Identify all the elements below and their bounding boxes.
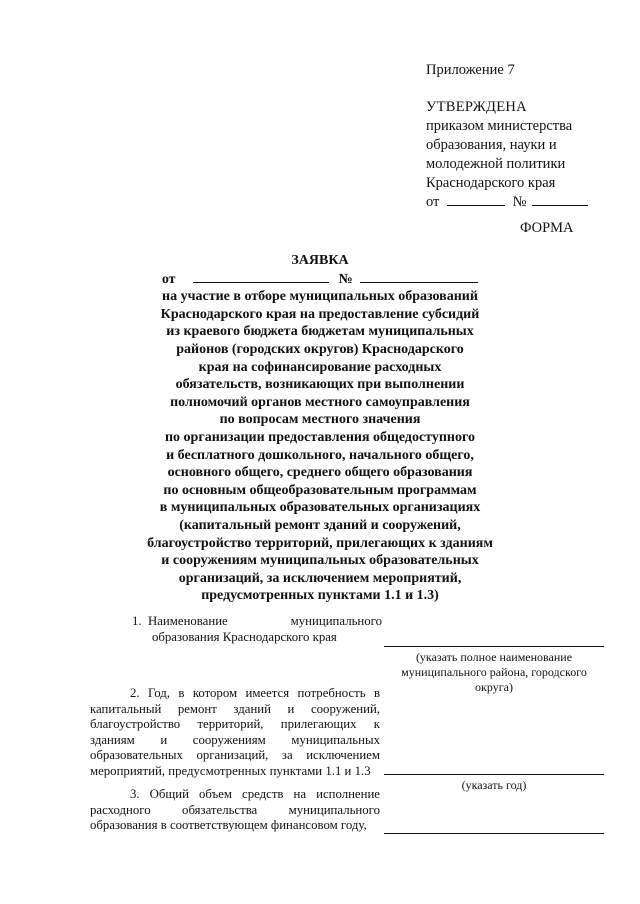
field-1-word1: Наименование: [148, 614, 228, 628]
title-number-blank: [360, 270, 478, 283]
field-3-input-line[interactable]: [384, 833, 604, 834]
field-2-hint: (указать год): [461, 778, 527, 792]
form-label: ФОРМА: [520, 220, 574, 236]
approved-title: УТВЕРЖДЕНА: [426, 99, 527, 115]
approved-line-2: образования, науки и: [426, 137, 557, 153]
approval-block: [426, 98, 588, 212]
title-line: Краснодарского края на предоставление субсидий: [160, 306, 480, 322]
field-1-number: 1.: [132, 614, 142, 628]
title-line: в муниципальных образовательных организациях: [159, 500, 481, 516]
title-from-label: от: [161, 271, 176, 287]
title-line: на участие в отборе муниципальных образований: [162, 289, 478, 305]
field-2-label: [90, 686, 380, 780]
field-1-label: [132, 614, 382, 645]
title-line: районов (городских округов) Краснодарского: [176, 341, 464, 357]
application-title: [120, 252, 520, 605]
title-date-blank: [193, 270, 329, 283]
title-line: по основным общеобразовательным программам: [163, 482, 477, 498]
title-heading: ЗАЯВКА: [291, 253, 349, 268]
title-line: основного общего, среднего общего образования: [167, 465, 473, 481]
appendix-label: Приложение 7: [426, 62, 515, 78]
field-1-word2: муниципального: [290, 614, 382, 628]
field-3-text: 3. Общий объем средств на исполнение расходного обязательства муниципального образования в соответствующем финансовом году,: [90, 787, 380, 833]
approved-line-3: молодежной политики: [426, 156, 566, 172]
title-line: (капитальный ремонт зданий и сооружений,: [179, 517, 461, 533]
approved-line-1: приказом министерства: [426, 118, 573, 134]
title-line: предусмотренных пунктами 1.1 и 1.3): [201, 588, 439, 604]
field-1-hint: (указать полное наименование муниципального района, городского округа): [401, 650, 587, 694]
field-1-input-line[interactable]: [384, 646, 604, 647]
approved-line-4: Краснодарского края: [426, 175, 556, 191]
field-2-text: 2. Год, в котором имеется потребность в капитальный ремонт зданий и сооружений, благоустройство территорий, прилегающих к зданиям и сооружениям муниципальных образовательных организаций, за исключением мероприятий, предусмотренных пунктами 1.1 и 1.3: [90, 686, 380, 778]
title-line: обязательств, возникающих при выполнении: [175, 377, 465, 393]
field-1-line2: образования Краснодарского края: [152, 629, 337, 644]
title-line: благоустройство территорий, прилегающих к зданиям: [147, 535, 493, 551]
title-line: по вопросам местного значения: [219, 412, 421, 428]
approved-number-label: №: [512, 194, 527, 210]
title-line: организаций, за исключением мероприятий,: [178, 570, 462, 586]
field-3-label: [90, 787, 380, 834]
title-line: и сооружениям муниципальных образовательных: [161, 553, 479, 569]
field-2-input-line[interactable]: [384, 774, 604, 775]
title-line: из краевого бюджета бюджетам муниципальных: [166, 324, 474, 340]
title-line: полномочий органов местного самоуправления: [170, 394, 470, 410]
title-line: и бесплатного дошкольного, начального общего,: [166, 447, 474, 463]
title-number-label: №: [338, 271, 353, 287]
approved-date-row: [426, 193, 588, 212]
approved-date-blank: [447, 193, 505, 206]
title-date-row: [120, 270, 520, 289]
title-line: по организации предоставления общедоступного: [164, 429, 476, 445]
title-line: края на софинансирование расходных: [198, 359, 442, 375]
approved-number-blank: [532, 193, 588, 206]
approved-from-label: от: [426, 194, 440, 210]
